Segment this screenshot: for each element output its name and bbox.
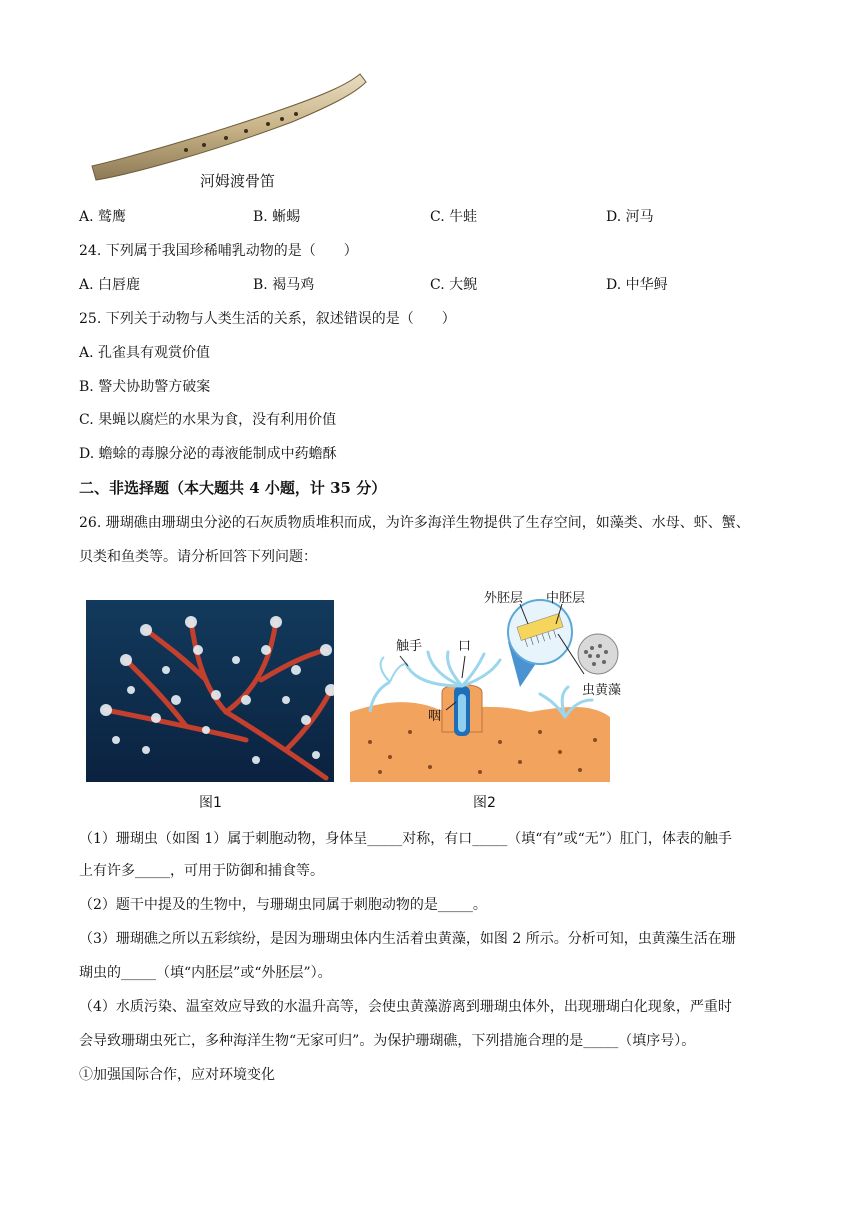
label-pharynx: 咽 (428, 709, 442, 724)
q26-sub2: （2）题干中提及的生物中，与珊瑚虫同属于刺胞动物的是_____。 (79, 897, 487, 913)
coral-polyp-diagram-figure-2 (350, 582, 630, 784)
figure-1-caption: 图1 (199, 795, 222, 811)
label-tentacle: 触手 (396, 639, 423, 654)
q26-sub1-line-2: 上有许多_____，可用于防御和捕食等。 (79, 863, 324, 879)
q26-stem-line-1: 26. 珊瑚礁由珊瑚虫分泌的石灰质物质堆积而成，为许多海洋生物提供了生存空间，如藻类、水母、虾、蟹、 (79, 515, 750, 531)
label-zooxanthellae: 虫黄藻 (582, 683, 622, 698)
q25-option-c: C. 果蝇以腐烂的水果为食，没有利用价值 (79, 412, 337, 428)
q26-stem-line-2: 贝类和鱼类等。请分析回答下列问题： (79, 549, 317, 565)
label-mouth: 口 (458, 639, 472, 654)
section-2-heading: 二、非选择题（本大题共 4 小题，计 35 分） (79, 479, 387, 497)
q25-stem: 25. 下列关于动物与人类生活的关系，叙述错误的是（ ） (79, 311, 456, 327)
figure-2-caption: 图2 (473, 795, 496, 811)
q25-option-a: A. 孔雀具有观赏价值 (79, 345, 211, 361)
q26-sub1-line-1: （1）珊瑚虫（如图 1）属于刺胞动物，身体呈_____对称，有口_____（填“有”或“无”）肛门，体表的触手 (79, 831, 732, 847)
q23-option-b: B. 蜥蜴 (253, 209, 301, 225)
q26-sub4-line-1: （4）水质污染、温室效应导致的水温升高等，会使虫黄藻游离到珊瑚虫体外，出现珊瑚白化现象，严重时 (79, 999, 732, 1015)
bone-flute-image (86, 66, 376, 186)
q24-option-d: D. 中华鲟 (606, 277, 668, 293)
coral-photo-figure-1 (86, 600, 334, 782)
q26-sub4-line-2: 会导致珊瑚虫死亡，多种海洋生物“无家可归”。为保护珊瑚礁，下列措施合理的是_____（填序号）。 (79, 1033, 696, 1049)
bone-flute-caption: 河姆渡骨笛 (200, 172, 276, 190)
label-ectoderm: 外胚层 (484, 591, 524, 606)
q23-option-d: D. 河马 (606, 209, 654, 225)
q25-option-d: D. 蟾蜍的毒腺分泌的毒液能制成中药蟾酥 (79, 446, 337, 462)
q24-option-b: B. 褐马鸡 (253, 277, 315, 293)
q24-stem: 24. 下列属于我国珍稀哺乳动物的是（ ） (79, 243, 358, 259)
q26-sub3-line-2: 瑚虫的_____（填“内胚层”或“外胚层”）。 (79, 965, 332, 981)
q25-option-b: B. 警犬协助警方破案 (79, 379, 211, 395)
q23-option-c: C. 牛蛙 (430, 209, 478, 225)
q24-option-a: A. 白唇鹿 (79, 277, 141, 293)
q26-sub3-line-1: （3）珊瑚礁之所以五彩缤纷，是因为珊瑚虫体内生活着虫黄藻，如图 2 所示。分析可知，虫黄藻生活在珊 (79, 931, 736, 947)
label-mesoderm: 中胚层 (546, 591, 586, 606)
q24-option-c: C. 大鲵 (430, 277, 478, 293)
q26-measure-1: ①加强国际合作，应对环境变化 (79, 1067, 275, 1083)
q23-option-a: A. 鹫鹰 (79, 209, 127, 225)
